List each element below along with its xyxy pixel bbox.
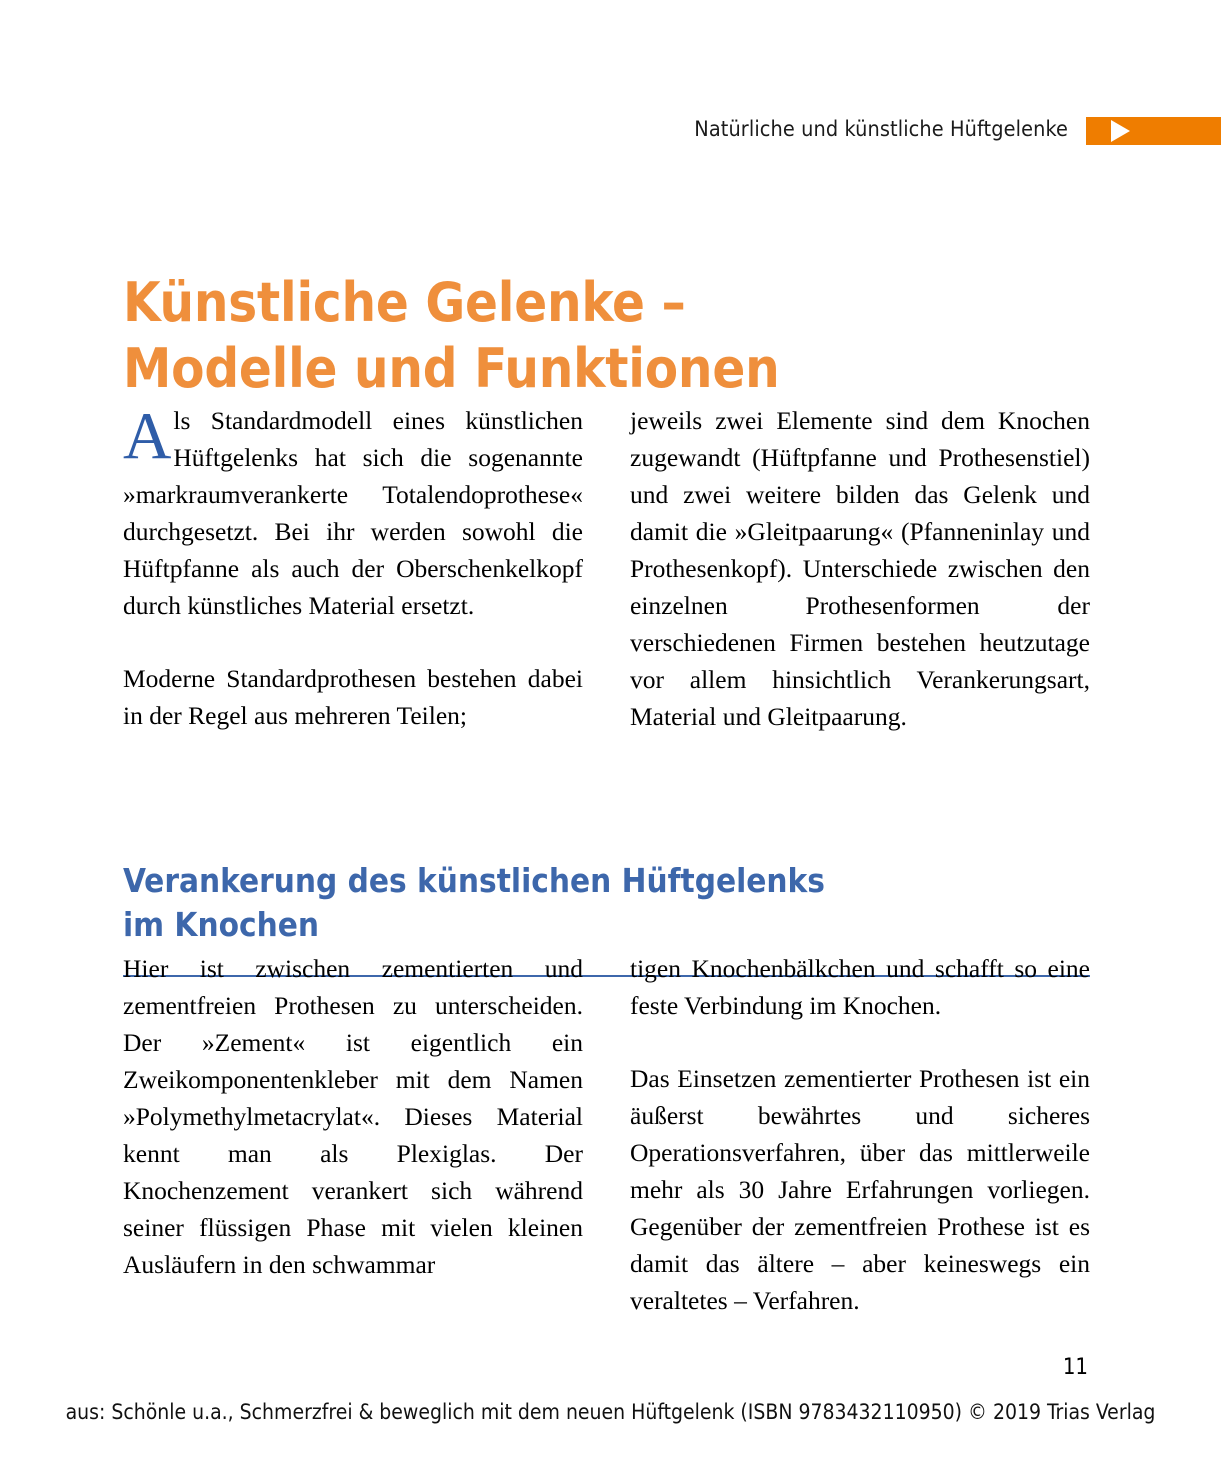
play-triangle-right-icon: [1111, 120, 1130, 142]
running-head: [0, 112, 1221, 150]
paragraph: tigen Knochenbälkchen und schafft so eine feste Verbindung im Knochen.: [630, 954, 1090, 1020]
section-one-columns: [123, 399, 1090, 735]
paragraph: jeweils zwei Elemente sind dem Knochen zugewandt (Hüftpfanne und Prothesenstiel) und zwei weitere bilden das Gelenk und damit die »Gleitpaarung« (Pfanneninlay und Prothesenkopf). Unterschiede zwischen den einzelnen Prothesenformen der verschiedenen Firmen bestehen heutzutage vor allem hinsichtlich Verankerungsart, Material und Gleitpaarung.: [630, 406, 1090, 731]
drop-cap-letter: A: [123, 399, 172, 473]
running-head-title: Natürliche und künstliche Hüftgelenke: [694, 117, 1068, 143]
page-title-line-2: Modelle und Funktionen: [123, 337, 780, 401]
paragraph: [123, 399, 583, 624]
paragraph: Hier ist zwischen zementierten und zementfreien Prothesen zu unterscheiden. Der »Zement« ist eigentlich ein Zweikomponentenkleber mit dem Namen »Polymethylmetacrylat«. Dieses Material kennt man als Plexiglas. Der Knochenzement verankert sich während seiner flüssigen Phase mit vielen kleinen Ausläufern in den schwammar: [123, 954, 583, 1279]
section-one-left-column: [123, 399, 583, 735]
paragraph-text: ls Standardmodell eines künstlichen Hüftgelenks hat sich die sogenannte »markraumverankerte Totalendoprothese« durchgesetzt. Bei ihr werden sowohl die Hüftpfanne als auch der Oberschenkelkopf durch künstliches Material ersetzt.: [123, 406, 583, 620]
page-title: [123, 270, 1103, 402]
paragraph: Moderne Standardprothesen bestehen dabei in der Regel aus mehreren Teilen;: [123, 664, 583, 730]
page-number: 11: [1062, 1355, 1088, 1380]
section-heading-line-2: im Knochen: [123, 905, 320, 945]
section-heading: [123, 859, 1090, 947]
section-two-columns: [123, 950, 1090, 1319]
running-head-orange-bar: [1086, 117, 1221, 145]
section-heading-line-1: Verankerung des künstlichen Hüftgelenks: [123, 861, 825, 901]
section-two-left-column: [123, 950, 583, 1319]
paragraph: Das Einsetzen zementierter Prothesen ist ein äußerst bewährtes und sicheres Operationsverfahren, über das mittlerweile mehr als 30 Jahre Erfahrungen vorliegen. Gegenüber der zementfreien Prothese ist es damit das ältere – aber keineswegs ein veraltetes – Verfahren.: [630, 1064, 1090, 1315]
footer-credit: aus: Schönle u.a., Schmerzfrei & beweglich mit dem neuen Hüftgelenk (ISBN 9783432110950) © 2019 Trias Verlag: [65, 1400, 1156, 1424]
section-one-right-column: [630, 402, 1090, 735]
section-two-right-column: [630, 950, 1090, 1319]
page-title-line-1: Künstliche Gelenke –: [123, 271, 686, 335]
